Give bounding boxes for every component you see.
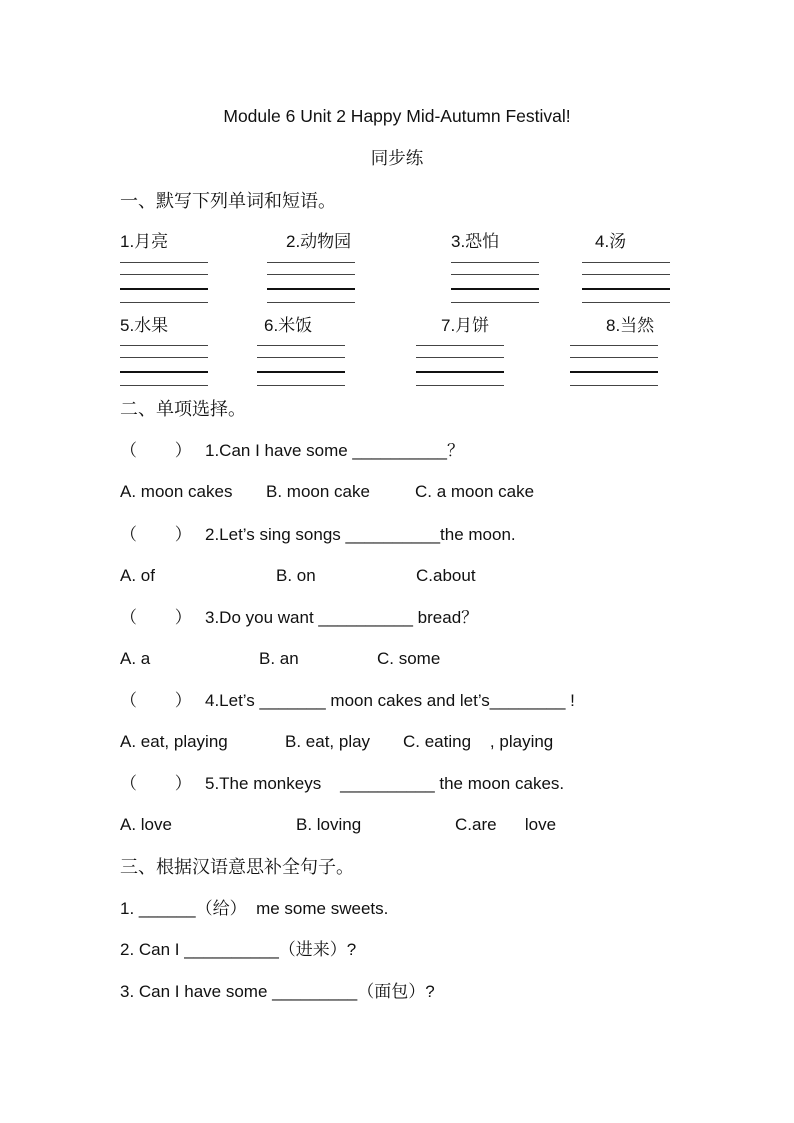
option-b: B. moon cake — [266, 482, 370, 501]
vocab-item: 8.当然 — [606, 316, 655, 335]
option-b: B. on — [276, 566, 316, 585]
answer-paren[interactable]: （ ） — [120, 525, 192, 544]
vocab-item: 1.月亮 — [120, 232, 169, 251]
writing-lines[interactable] — [120, 345, 208, 389]
vocab-item: 7.月饼 — [441, 316, 490, 335]
vocab-item: 6.米饭 — [264, 316, 313, 335]
writing-lines[interactable] — [570, 345, 658, 389]
question-text: 2.Let’s sing songs __________the moon. — [205, 525, 516, 544]
vocab-item: 5.水果 — [120, 316, 169, 335]
section1-heading: 一、默写下列单词和短语。 — [120, 191, 336, 211]
option-b: B. an — [259, 649, 299, 668]
writing-lines[interactable] — [451, 262, 539, 306]
vocab-item: 4.汤 — [595, 232, 627, 251]
section3-heading: 三、根据汉语意思补全句子。 — [120, 857, 354, 877]
option-a: A. a — [120, 649, 151, 668]
answer-paren[interactable]: （ ） — [120, 691, 192, 710]
section2-heading: 二、单项选择。 — [120, 399, 246, 419]
answer-paren[interactable]: （ ） — [120, 608, 192, 627]
writing-lines[interactable] — [257, 345, 345, 389]
writing-lines[interactable] — [120, 262, 208, 306]
option-c: C.are love — [455, 815, 557, 834]
option-c: C.about — [416, 566, 476, 585]
option-a: A. eat, playing — [120, 732, 228, 751]
question-text: 4.Let’s _______ moon cakes and let’s________ ! — [205, 691, 575, 710]
option-b: B. loving — [296, 815, 362, 834]
option-a: A. of — [120, 566, 155, 585]
writing-lines[interactable] — [267, 262, 355, 306]
question-text: 5.The monkeys __________ the moon cakes. — [205, 774, 565, 793]
option-a: A. moon cakes — [120, 482, 233, 501]
option-c: C. some — [377, 649, 441, 668]
writing-lines[interactable] — [582, 262, 670, 306]
fill-sentence: 3. Can I have some _________（面包）? — [120, 982, 435, 1001]
answer-paren[interactable]: （ ） — [120, 774, 192, 793]
vocab-item: 2.动物园 — [286, 232, 352, 251]
worksheet-subtitle: 同步练 — [370, 148, 424, 168]
worksheet-title: Module 6 Unit 2 Happy Mid-Autumn Festival! — [223, 106, 571, 126]
answer-paren[interactable]: （ ） — [120, 441, 192, 460]
fill-sentence: 2. Can I __________（进来）? — [120, 940, 357, 959]
option-a: A. love — [120, 815, 172, 834]
question-text: 1.Can I have some __________？ — [205, 441, 464, 460]
question-text: 3.Do you want __________ bread？ — [205, 608, 479, 627]
writing-lines[interactable] — [416, 345, 504, 389]
option-c: C. a moon cake — [415, 482, 535, 501]
fill-sentence: 1. ______（给） me some sweets. — [120, 899, 389, 918]
vocab-item: 3.恐怕 — [451, 232, 500, 251]
option-b: B. eat, play — [285, 732, 371, 751]
option-c: C. eating , playing — [403, 732, 554, 751]
